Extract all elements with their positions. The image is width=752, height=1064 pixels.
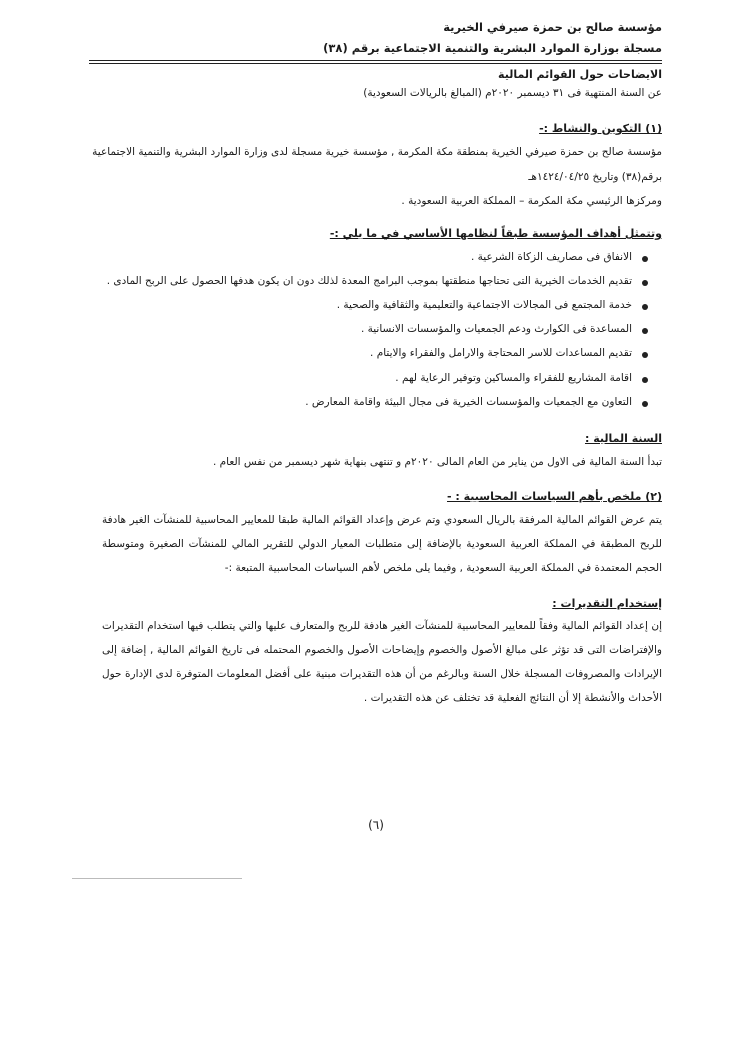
objective-text: خدمة المجتمع فى المجالات الاجتماعية والتعليمية والثقافية والصحية . [336,299,632,311]
org-name: مؤسسة صالح بن حمزة صيرفي الخيرية [443,20,662,34]
bullet-icon [642,256,648,262]
estimates-heading: إستخدام التقديرات : [552,597,662,610]
objective-item [305,396,632,408]
bullet-icon [642,328,648,334]
section2-heading: (٢) ملخص بأهم السياسات المحاسبية : - [447,490,662,503]
section1-line2: برقم(٣٨) وتاريخ ١٤٢٤/٠٤/٢٥هـ [528,171,662,183]
footer-divider [72,878,242,879]
objective-item [471,251,632,263]
page-number: (٦) [368,818,384,832]
objective-text: التعاون مع الجمعيات والمؤسسات الخيرية فى مجال البيئة واقامة المعارض . [305,396,632,408]
objectives-heading: وتتمثل أهداف المؤسسة طبقاً لنظامها الأساسي في ما يلي :- [329,227,662,240]
objective-text: تقديم الخدمات الخيرية التى تحتاجها منطقتها بموجب البرامج المعدة لذلك دون ان يكون هدفها الحصول على الربح المادى . [106,275,632,287]
header-divider-secondary [89,63,662,64]
page-title: الايضاحات حول القوائم المالية [498,68,662,81]
bullet-icon [642,377,648,383]
section2-text: يتم عرض القوائم المالية المرفقة بالريال السعودي وتم عرض وإعداد القوائم المالية طبقا للمعايير المحاسبية للمنشآت الغير هادفة للربح المطبقة في المملكة العربية السعودية بالإضافة إلى متطلبات المعيار الدولي للتقرير المالي للمنشآت الصغيرة ومتوسطة الحجم المعتمدة في المملكة العربية السعودية , وفيما يلى ملخص لأهم السياسات المحاسبية المتبعة :- [102,514,662,574]
section1-heading: (١) التكوين والنشاط :- [539,122,662,135]
bullet-icon [642,280,648,286]
objective-text: المساعدة فى الكوارث ودعم الجمعيات والمؤسسات الانسانية . [360,323,632,335]
objective-text: تقديم المساعدات للاسر المحتاجة والارامل والفقراء والايتام . [370,347,632,359]
header-divider [89,60,662,61]
bullet-icon [642,304,648,310]
fiscal-year-heading: السنة المالية : [584,432,662,445]
fiscal-year-text: تبدأ السنة المالية فى الاول من يناير من العام المالى ٢٠٢٠م و تنتهى بنهاية شهر ديسمبر من نفس العام . [213,456,662,468]
objective-item [361,323,632,335]
bullet-icon [642,352,648,358]
objective-item [107,275,632,287]
registration-line: مسجلة بوزارة الموارد البشرية والتنمية الاجتماعية برقم (٣٨) [323,41,662,55]
objective-item [337,299,632,311]
objective-item [370,347,632,359]
objective-item [395,372,632,384]
objective-text: الانفاق فى مصاريف الزكاة الشرعية . [470,251,632,263]
objective-text: اقامة المشاريع للفقراء والمساكين وتوفير الرعاية لهم . [395,372,632,384]
period-subtitle: عن السنة المنتهية فى ٣١ ديسمبر ٢٠٢٠م (المبالغ بالريالات السعودية) [363,87,662,99]
estimates-text: إن إعداد القوائم المالية وفقاً للمعايير المحاسبية للمنشآت الغير هادفة للربح والمتعارف عليها والتي يتطلب فيها استخدام التقديرات والإفتراضات التى قد تؤثر على مبالغ الأصول والخصوم وإيضاحات الأصول والخصوم المحتمله فى تاريخ القوائم المالية , إضافة إلى الإيرادات والمصروفات المسجلة خلال السنة وبالرغم من أن هذه التقديرات مبنية على أفضل المعلومات المتوفرة لدى الإدارة حول الأحداث والأنشطة إلا أن النتائج الفعلية قد تختلف عن هذه التقديرات . [102,620,662,704]
section1-line3: ومركزها الرئيسي مكة المكرمة – المملكة العربية السعودية . [401,195,662,207]
bullet-icon [642,401,648,407]
section1-line1: مؤسسة صالح بن حمزة صيرفي الخيرية بمنطقة مكة المكرمة , مؤسسة خيرية مسجلة لدى وزارة الموارد البشرية والتنمية الاجتماعية [92,146,662,158]
